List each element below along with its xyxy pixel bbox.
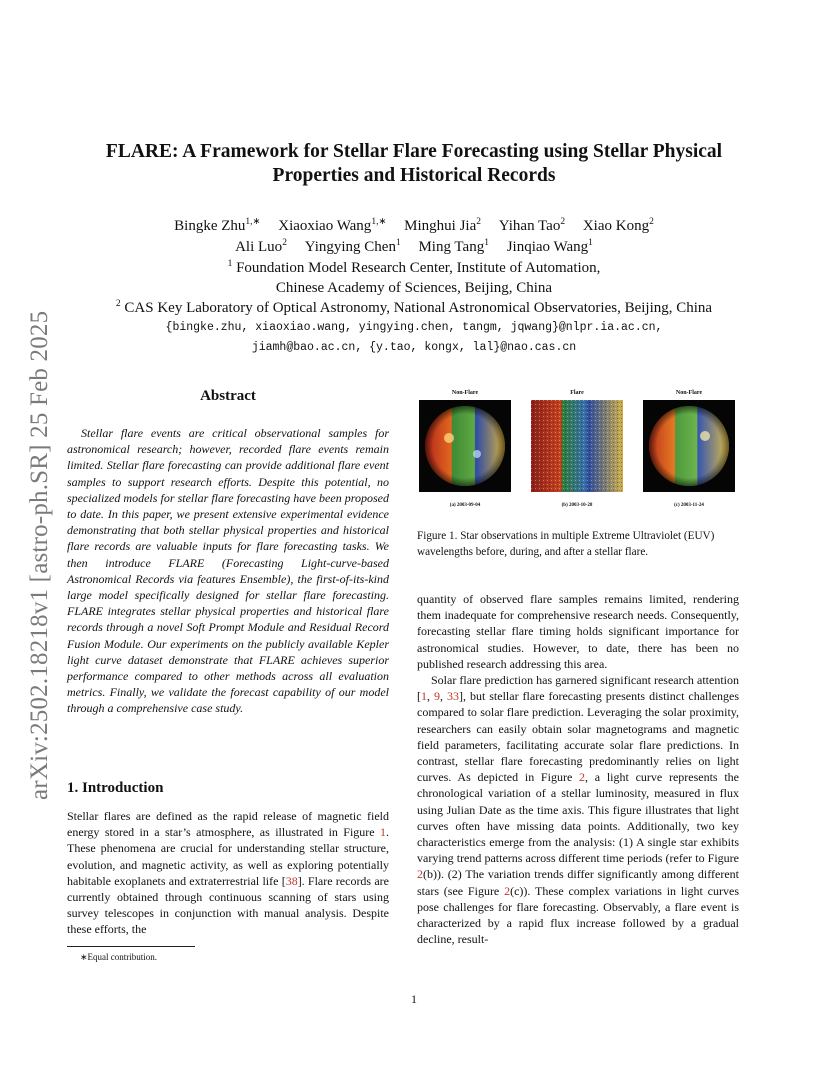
- section-heading-introduction: 1. Introduction: [67, 780, 164, 796]
- title-line-2: Properties and Historical Records: [272, 165, 556, 186]
- panel-caption: (c) 2003-11-24: [674, 503, 704, 508]
- paragraph: Solar flare prediction has garnered significant research attention [1, 9, 33], but stellar flare forecasting presents distinct challenges compared to solar flare prediction. Leveraging the solar proximity, researchers can easily obtain solar magnetograms and magnetic field parameters, facilitating accurate solar flare predictions. In contrast, stellar flare forecasting predominantly relies on light curves. As depicted in Figure 2, a light curve represents the chronological variation of a stellar luminosity, measured in flux using Julian Date as the time axis. This figure illustrates that light curves often have missing data points. Additionally, two key characteristics emerge from the analysis: (1) A single star exhibits varying trend patterns across different time periods (refer to Figure 2(b)). (2) The variation trends differ significantly among different stars (see Figure 2(c)). These complex variations in light curves pose challenges for flare forecasting. Observably, a flare event is characterized by a rapid flux increase followed by a gradual decline, result-: [417, 673, 740, 947]
- author: Yihan Tao$^2$: [498, 217, 566, 234]
- abstract-text: Stellar flare events are critical observational samples for astronomical research; however, recorded flare events remain limited. Stellar flare forecasting can provide additional flare event samples to support research efforts. Despite this potential, no specialized models for stellar flare forecasting have been proposed to date. In this paper, we present extensive experimental evidence demonstrating that both stellar physical properties and historical flare records are valuable inputs for flare forecasting tasks. We then introduce FLARE (Forecasting Light-curve-based Astronomical Records via features Ensemble), the first-of-its-kind large model specifically designed for stellar flare forecasting. FLARE integrates stellar physical properties and historical flare records through a novel Soft Prompt Module and Residual Record Fusion Module. Our experiments on the publicly available Kepler light curve dataset demonstrate that FLARE achieves superior performance compared to other methods across all evaluation metrics. Finally, we validate the forecast capability of our model through a comprehensive case study.: [67, 426, 389, 716]
- author: Jinqiao Wang$^1$: [506, 238, 593, 255]
- citation-link[interactable]: 1: [421, 689, 427, 704]
- authors-row-2: [60, 237, 768, 258]
- abstract-heading: Abstract: [200, 388, 256, 404]
- figure-panel-a: [419, 390, 511, 512]
- authors-block: [60, 216, 768, 358]
- figure-1-caption: Figure 1. Star observations in multiple Extreme Ultraviolet (EUV) wavelengths before, during, and after a stellar flare.: [417, 530, 715, 558]
- panel-caption: (b) 2003-10-28: [561, 503, 593, 508]
- footnote: ∗Equal contribution.: [80, 952, 158, 962]
- right-column-text: [417, 591, 739, 947]
- authors-row-1: [60, 216, 768, 237]
- panel-title: Non-Flare: [675, 390, 703, 396]
- citation-link[interactable]: 38: [285, 873, 298, 888]
- author-emails: {bingke.zhu, xiaoxiao.wang, yingying.chen, tangm, jqwang}@nlpr.ia.ac.cn, jiamh@bao.ac.cn, {y.tao, kongx, lal}@nao.cas.cn: [165, 321, 663, 354]
- panel-title: Non-Flare: [451, 390, 479, 396]
- figure-reference-link[interactable]: 2: [417, 867, 423, 882]
- paragraph: quantity of observed flare samples remains limited, rendering them inadequate for comprehensive research needs. Consequently, forecasting stellar flare timing holds significant importance for astronomical studies. However, to date, there has been no published research addressing this area.: [417, 592, 739, 671]
- figure-reference-link[interactable]: 2: [579, 770, 586, 785]
- affiliation-2: $^2$ CAS Key Laboratory of Optical Astronomy, National Astronomical Observatories, Beijing, China: [115, 299, 713, 316]
- sun-euv-image-non-flare-c: [643, 400, 735, 492]
- page-number: 1: [411, 992, 417, 1006]
- author: Xiaoxiao Wang$^{1,∗}$: [278, 217, 387, 234]
- panel-title: Flare: [570, 390, 584, 396]
- footnote-divider: [67, 946, 195, 947]
- author: Minghui Jia$^2$: [404, 217, 481, 234]
- author: Yingying Chen$^1$: [304, 238, 401, 255]
- citation-link[interactable]: 9: [433, 689, 440, 704]
- arxiv-identifier-stamp: arXiv:2502.18218v1 [astro-ph.SR] 25 Feb 2025: [26, 310, 53, 800]
- paper-title: [60, 140, 768, 188]
- affiliation-1: $^1$ Foundation Model Research Center, Institute of Automation, Chinese Academy of Sciences, Beijing, China: [227, 259, 601, 296]
- author: Xiao Kong$^2$: [582, 217, 654, 234]
- figure-panel-b: [531, 390, 623, 512]
- introduction-paragraph: Stellar flares are defined as the rapid release of magnetic field energy stored in a star’s atmosphere, as illustrated in Figure 1. These phenomena are crucial for understanding stellar structure, evolution, and magnetic activity, as well as exploring potentially habitable exoplanets and extraterrestrial life [38]. Flare records are currently obtained through continuous scanning of stars using survey telescopes in conjunction with manual analysis. Despite these efforts, the: [67, 809, 389, 937]
- title-line-1: FLARE: A Framework for Stellar Flare Forecasting using Stellar Physical: [105, 141, 723, 162]
- figure-1: [417, 390, 739, 512]
- author: Ming Tang$^1$: [418, 238, 489, 255]
- sun-euv-image-non-flare-a: [419, 400, 511, 492]
- panel-caption: (a) 2003-09-04: [449, 503, 481, 508]
- citation-link[interactable]: 33: [446, 689, 459, 704]
- author: Bingke Zhu$^{1,∗}$: [174, 217, 261, 234]
- figure-reference-link[interactable]: 2: [504, 883, 511, 898]
- author: Ali Luo$^2$: [235, 238, 287, 255]
- sun-euv-image-flare: [531, 400, 623, 492]
- figure-panel-c: [643, 390, 735, 512]
- figure-reference-link[interactable]: 1: [380, 825, 386, 840]
